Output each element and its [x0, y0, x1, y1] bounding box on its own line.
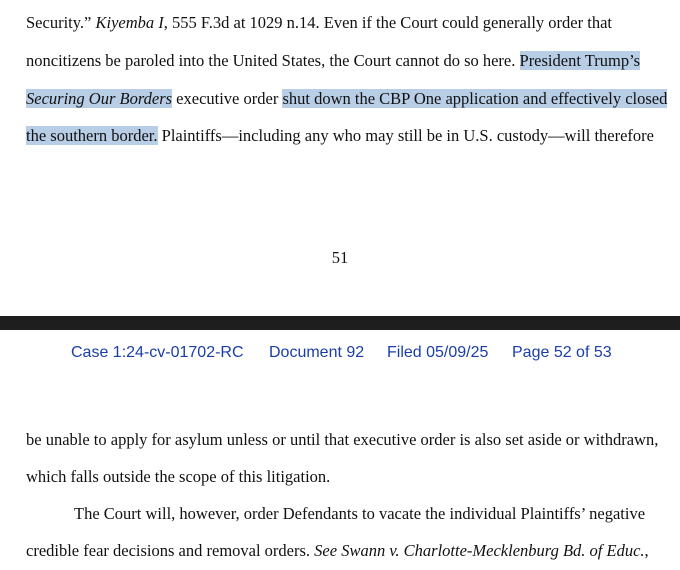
case-citation: Kiyemba I	[95, 13, 164, 32]
text-segment: The Court will, however, order Defendants to vacate the individual Plaintiffs’ negative	[74, 504, 646, 523]
text-segment: ,	[644, 541, 649, 560]
text-segment: be unable to apply for asylum unless or until that executive order is also set aside or withdrawn,	[26, 430, 659, 449]
page-number: 51	[331, 248, 349, 267]
highlighted-text[interactable]: Securing Our Borders	[26, 89, 173, 108]
page-count: Page 52 of 53	[512, 344, 612, 361]
text-line	[26, 88, 667, 110]
case-number: Case 1:24-cv-01702-RC	[71, 344, 244, 361]
page-divider	[0, 316, 680, 330]
text-line	[26, 466, 330, 488]
text-segment: Security.”	[26, 13, 96, 32]
text-line	[26, 12, 612, 34]
text-line	[26, 540, 649, 562]
text-segment: executive order	[172, 89, 283, 108]
text-segment: credible fear decisions and removal orders.	[26, 541, 315, 560]
text-line	[26, 429, 658, 451]
text-line	[26, 50, 640, 72]
text-line	[26, 125, 654, 147]
text-segment: noncitizens be paroled into the United States, the Court cannot do so here.	[26, 51, 520, 70]
text-line	[74, 503, 645, 525]
text-segment: Plaintiffs—including any who may still be in U.S. custody—will therefore	[157, 126, 654, 145]
filed-date: Filed 05/09/25	[387, 344, 489, 361]
highlighted-text[interactable]: the southern border.	[26, 126, 158, 145]
text-segment: , 555 F.3d at 1029 n.14. Even if the Court could generally order that	[163, 13, 612, 32]
text-segment: which falls outside the scope of this litigation.	[26, 467, 331, 486]
highlighted-text[interactable]: President Trump’s	[519, 51, 641, 70]
document-number: Document 92	[269, 344, 365, 361]
case-citation: See Swann v. Charlotte-Mecklenburg Bd. of Educ.	[314, 541, 645, 560]
highlighted-text[interactable]: shut down the CBP One application and effectively closed	[282, 89, 668, 108]
